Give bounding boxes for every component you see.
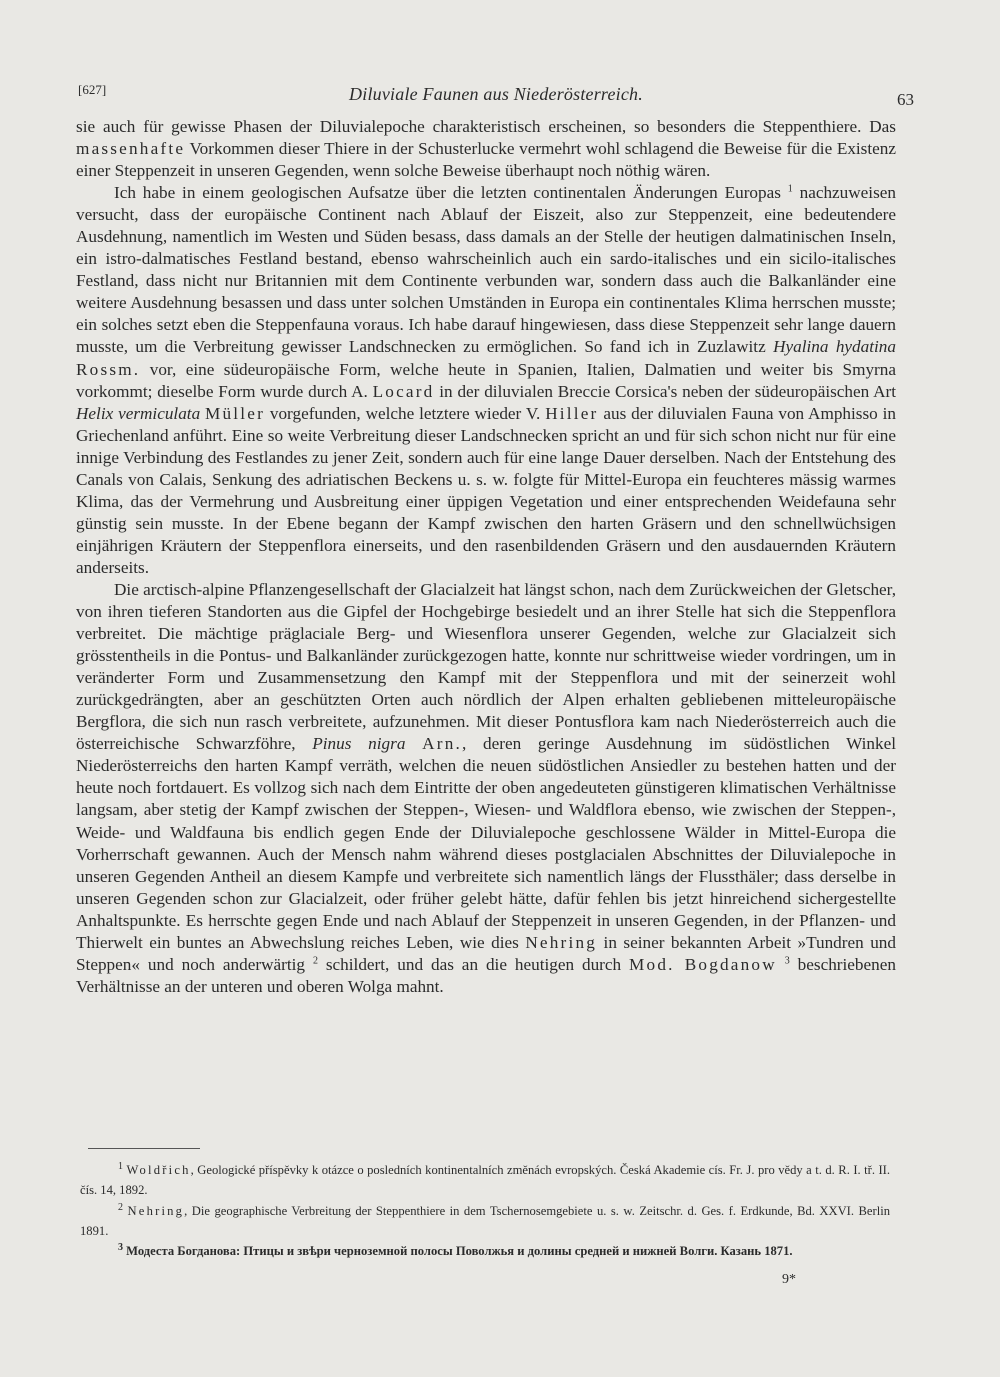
text-run <box>405 734 422 753</box>
spaced-name: Mod. Bogdanow <box>629 954 777 974</box>
paragraph <box>76 579 896 998</box>
italic-taxon: Hyalina hydatina <box>773 337 896 357</box>
text-run: , Die geographische Verbreitung der Steppenthiere in dem Tschernosemgebiete u. s. w. Zeitschr. d. Ges. f. Erdkunde, Bd. XXVI. Berlin 1891. <box>80 1203 890 1238</box>
text-run: in der diluvialen Breccie Corsica's neben der südeuropäischen Art <box>434 381 897 401</box>
spaced-name: Arn. <box>422 734 462 754</box>
footnote <box>80 1241 890 1261</box>
spaced-name: Hiller <box>545 403 599 423</box>
page-header <box>78 78 914 108</box>
text-run: Vorkommen dieser Thiere in der Schusterlucke vermehrt wohl schlagend die Beweise für die Existenz einer Steppenzeit in unseren Gegenden, wenn solche Beweise überhaupt noch nöthig wären. <box>76 139 896 181</box>
footnote-divider <box>88 1148 200 1149</box>
footnote <box>80 1201 890 1242</box>
text-run: , Geologické příspěvky k otázce o posledních kontinentalních změnách evropských. Česká Akademie cís. Fr. J. pro vědy a t. d. R. I. tř. II. čís. 14, 1892. <box>80 1163 890 1198</box>
text-run: nachzuweisen versucht, dass der europäische Continent nach Ablauf der Eiszeit, also zur Steppenzeit, eine bedeutendere Ausdehnung, namentlich im Westen und Süden besass, dass damals an der Stelle der heutigen dalmatinischen Inseln, ein istro-dalmatisches Festland bestand, ebenso wahrscheinlich auch ein sardo-italisches und ein sicilo-italisches Festland, dass nicht nur Britannien mit dem Continente verbunden war, sondern dass auch die Balkanländer eine weitere Ausdehnung besassen und dass unter solchen Umständen in Europa ein continentales Klima herrschen musste; ein solches setzt eben die Steppenfauna voraus. Ich habe darauf hingewiesen, dass diese Steppenzeit sehr lange dauern musste, um die Verbreitung gewisser Landschnecken zu ermöglichen. So fand ich in Zuzlawitz <box>76 183 896 357</box>
italic-taxon: Pinus nigra <box>312 734 406 754</box>
text-run: sie auch für gewisse Phasen der Diluvialepoche charakteristisch erscheinen, so besonders die Steppenthiere. Das <box>76 117 896 136</box>
footnote-marker: 3 <box>118 1242 123 1253</box>
spaced-name: Nehring <box>127 1203 185 1218</box>
text-run: aus der diluvialen Fauna von Amphisso in Griechenland anführt. Eine so weite Verbreitung dieser Landschnecken spricht an und für sich schon nicht nur für eine innige Verbindung des Festlandes zu jener Zeit, sondern auch für eine lange Dauer derselben. Nach der Entstehung des Canals von Calais, Senkung des adriatischen Beckens u. s. w. folgte für Mittel-Europa ein feuchteres mässig warmes Klima, das der Vermehrung und Ausbreitung einer üppigen Vegetation und einer entsprechenden Weidefauna sehr günstig sein musste. In der Ebene begann der Kampf zwischen den harten Gräsern und den schnellwüchsigen einjährigen Kräutern der Steppenflora einerseits, und den rasenbildenden Gräsern und den ausdauernden Kräutern anderseits. <box>76 403 896 577</box>
running-title: Diluviale Faunen aus Niederösterreich. <box>349 84 643 104</box>
text-run: vorgefunden, welche letztere wieder V. <box>265 403 546 423</box>
paragraph <box>76 116 896 182</box>
footnote-marker: 1 <box>787 183 793 195</box>
italic-taxon: Helix vermiculata <box>76 403 201 423</box>
text-run: vor, eine südeuropäische Form, welche heute in Spanien, Italien, Dalmatien und weiter bis Smyrna vorkommt; dieselbe Form wurde durch A. <box>76 359 896 401</box>
paragraph <box>76 182 896 579</box>
text-run: in seiner bekannten Arbeit »Tundren und Steppen« und noch anderwärtig <box>76 932 896 974</box>
footnotes <box>80 1160 890 1261</box>
spaced-name: Nehring <box>525 932 598 952</box>
spaced-name: Locard <box>372 381 435 401</box>
spaced-name: massenhafte <box>76 139 186 159</box>
text-run: Модеста Богданова: Птицы и звѣри черноземной полосы Поволжья и долины средней и нижней Волги. Казань 1871. <box>123 1244 793 1259</box>
sheet-signature: 9* <box>782 1272 796 1287</box>
main-text <box>76 116 896 998</box>
text-run: schildert, und das an die heutigen durch <box>317 954 630 974</box>
spaced-name: Müller <box>205 403 266 423</box>
header-bracket-number: [627] <box>78 82 107 97</box>
text-run: , deren geringe Ausdehnung im südöstlichen Winkel Niederösterreichs den harten Kampf verräth, welchen die neuen südöstlichen Ansiedler zu bestehen hatten und der heute noch fortdauert. Es vollzog sich nach dem Eintritte der oben angedeuteten günstigeren klimatischen Verhältnisse langsam, aber stetig der Kampf zwischen der Steppen-, Wiesen- und Waldflora ebenso, wie zwischen der Steppen-, Weide- und Waldfauna bis endlich gegen Ende der Diluvialepoche geschlossene Wälder in Mittel-Europa die Vorherrschaft gewannen. Auch der Mensch nahm während dieses postglacialen Abschnittes der Diluvialepoche in unseren Gegenden Antheil an diesem Kampfe und verbreitete sich namentlich längs der Flussthäler; dass derselbe in unseren Gegenden schon zur Glacialzeit, oder früher gelebt hätte, dafür fehlen bis jetzt hinreichend sichergestellte Anhaltspunkte. Es herrschte gegen Ende und nach Ablauf der Steppenzeit in unseren Gegenden, in der Pflanzen- und Thierwelt ein buntes an Abwechslung reiches Leben, wie dies <box>76 734 896 952</box>
footnote <box>80 1160 890 1201</box>
spaced-name: Woldřich <box>126 1163 191 1177</box>
text-run: Ich habe in einem geologischen Aufsatze über die letzten continentalen Änderungen Europas <box>114 183 788 203</box>
footnote-marker: 1 <box>118 1160 123 1172</box>
footnote-marker: 3 <box>784 955 790 967</box>
text-run: Die arctisch-alpine Pflanzengesellschaft der Glacialzeit hat längst schon, nach dem Zurückweichen der Gletscher, von ihren tieferen Standorten aus die Gipfel der Hochgebirge besiedelt und an ihrer Stelle hat sich die Steppenflora verbreitet. Die mächtige präglaciale Berg- und Wiesenflora unserer Gegenden, welche zur Glacialzeit sich grösstentheils in die Pontus- und Balkanländer zurückgezogen hatte, konnte nur schrittweise wieder vordringen, um in veränderter Form und Zusammensetzung den Kampf mit der Steppenflora und mit der seinerzeit wohl zurückgedrängten, aber an geschützten Orten auch nördlich der Alpen erhalten gebliebenen mitteleuropäische Bergflora, die sich nun rasch verbreitete, aufzunehmen. Mit dieser Pontusflora kam nach Niederösterreich auch die österreichische Schwarzföhre, <box>76 579 896 754</box>
page-number: 63 <box>897 90 914 109</box>
footnote-marker: 2 <box>312 955 318 967</box>
text-run <box>777 955 785 974</box>
text-run: beschriebenen Verhältnisse an der unteren und oberen Wolga mahnt. <box>76 954 896 996</box>
footnote-marker: 2 <box>118 1201 123 1213</box>
spaced-name: Rossm. <box>76 359 141 379</box>
